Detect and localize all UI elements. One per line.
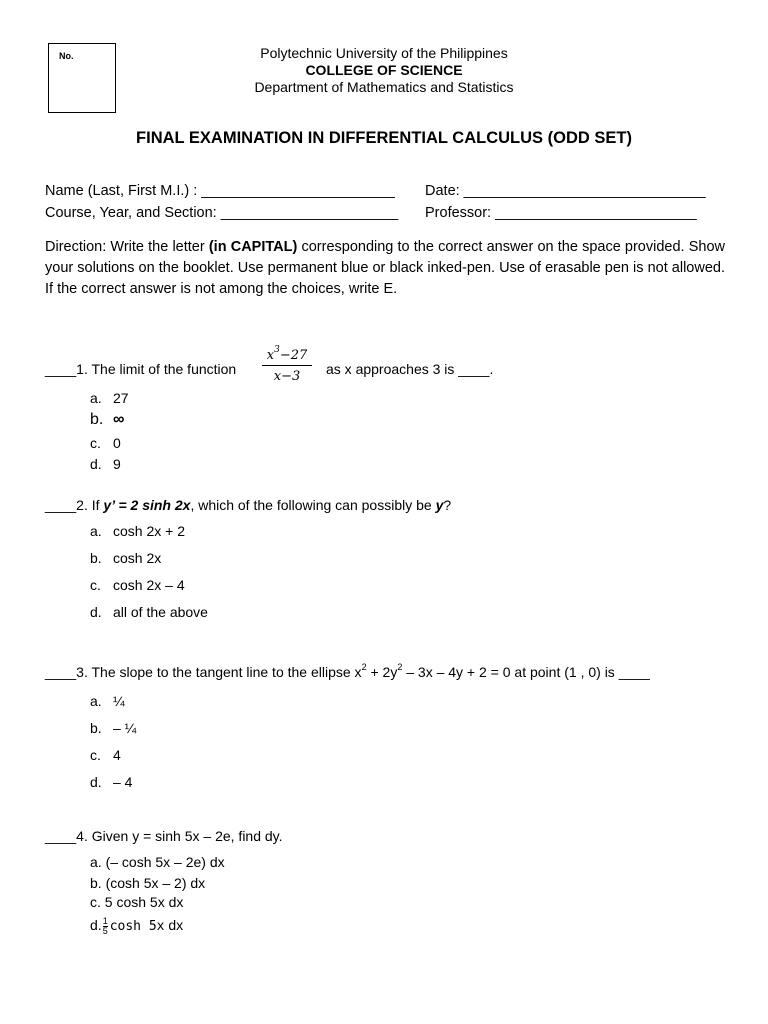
question-text: The limit of the function (87, 361, 237, 377)
question-2: ____2. If y’ = 2 sinh 2x, which of the following can possibly be y? (45, 497, 452, 513)
university-name: Polytechnic University of the Philippines (260, 45, 508, 61)
option-3a: a. ¼ (90, 693, 125, 709)
question-4: ____4. Given y = sinh 5x – 2e, find dy. (45, 828, 283, 844)
exam-title: FINAL EXAMINATION IN DIFFERENTIAL CALCULUS (ODD SET) (136, 129, 632, 147)
option-2d: d. all of the above (90, 604, 208, 620)
professor-field[interactable]: Professor: _________________________ (425, 205, 697, 221)
option-4c: c. 5 cosh 5x dx (90, 894, 184, 910)
date-field[interactable]: Date: ______________________________ (425, 183, 706, 199)
answer-blank[interactable]: ____ (45, 664, 77, 680)
question-3: ____3. The slope to the tangent line to the ellipse $x^2 + 2y^2 - 3x - 4y + 2 = 0$ at point (1 , 0) is ____ (45, 662, 650, 680)
option-4a: a. (– cosh 5x – 2e) dx (90, 854, 225, 870)
limit-fraction (262, 345, 312, 384)
direction-text-bold: (in CAPITAL) (208, 239, 298, 255)
question-1 (45, 361, 236, 377)
option-1d: d. 9 (90, 456, 121, 472)
option-4d: d. $\frac{1}{5}$ cosh 5x dx (90, 916, 184, 936)
option-3b: b. – ¼ (90, 720, 137, 736)
option-1a: a. 27 (90, 390, 129, 406)
department-name: Department of Mathematics and Statistics (254, 79, 514, 95)
option-3d: d. – 4 (90, 774, 133, 790)
option-1b: b. ∞ (90, 411, 125, 428)
course-field[interactable]: Course, Year, and Section: ______________________ (45, 205, 399, 221)
question-number: 1. (76, 361, 88, 377)
answer-blank[interactable]: ____ (45, 497, 77, 513)
question-number: 4. (76, 828, 88, 844)
college-name: COLLEGE OF SCIENCE (305, 62, 463, 78)
option-2b: b. cosh 2x (90, 550, 162, 566)
option-2c: c. cosh 2x – 4 (90, 577, 185, 593)
derivative-expression: y’ = 2 sinh 2x (103, 497, 191, 513)
option-3c: c. 4 (90, 747, 121, 763)
number-label: No. (59, 51, 74, 61)
one-fifth-fraction: $\frac{1}{5}$ (102, 916, 108, 936)
direction-text-pre: Direction: Write the letter (45, 239, 209, 255)
question-1-continuation: as x approaches 3 is ____. (326, 361, 494, 377)
answer-blank[interactable]: ____ (45, 828, 77, 844)
option-2a: a. cosh 2x + 2 (90, 523, 185, 539)
option-1c: c. 0 (90, 435, 121, 451)
direction-text-post: corresponding to the correct answer on the space provided. Show your solutions on the booklet. Use permanent blue or black inked-pen. Use of erasable pen is not allowed. If the correct answer is not among the choices, write E. (45, 239, 725, 297)
question-number: 2. (76, 497, 88, 513)
fraction-denominator: x−3 (273, 369, 301, 384)
name-field[interactable]: Name (Last, First M.I.) : ________________________ (45, 183, 395, 199)
answer-blank[interactable]: ____ (45, 361, 77, 377)
question-number: 3. (76, 664, 88, 680)
fraction-numerator: $x^3-27$ (262, 345, 312, 366)
option-4b: b. (cosh 5x – 2) dx (90, 875, 206, 891)
directions-paragraph (45, 237, 725, 300)
